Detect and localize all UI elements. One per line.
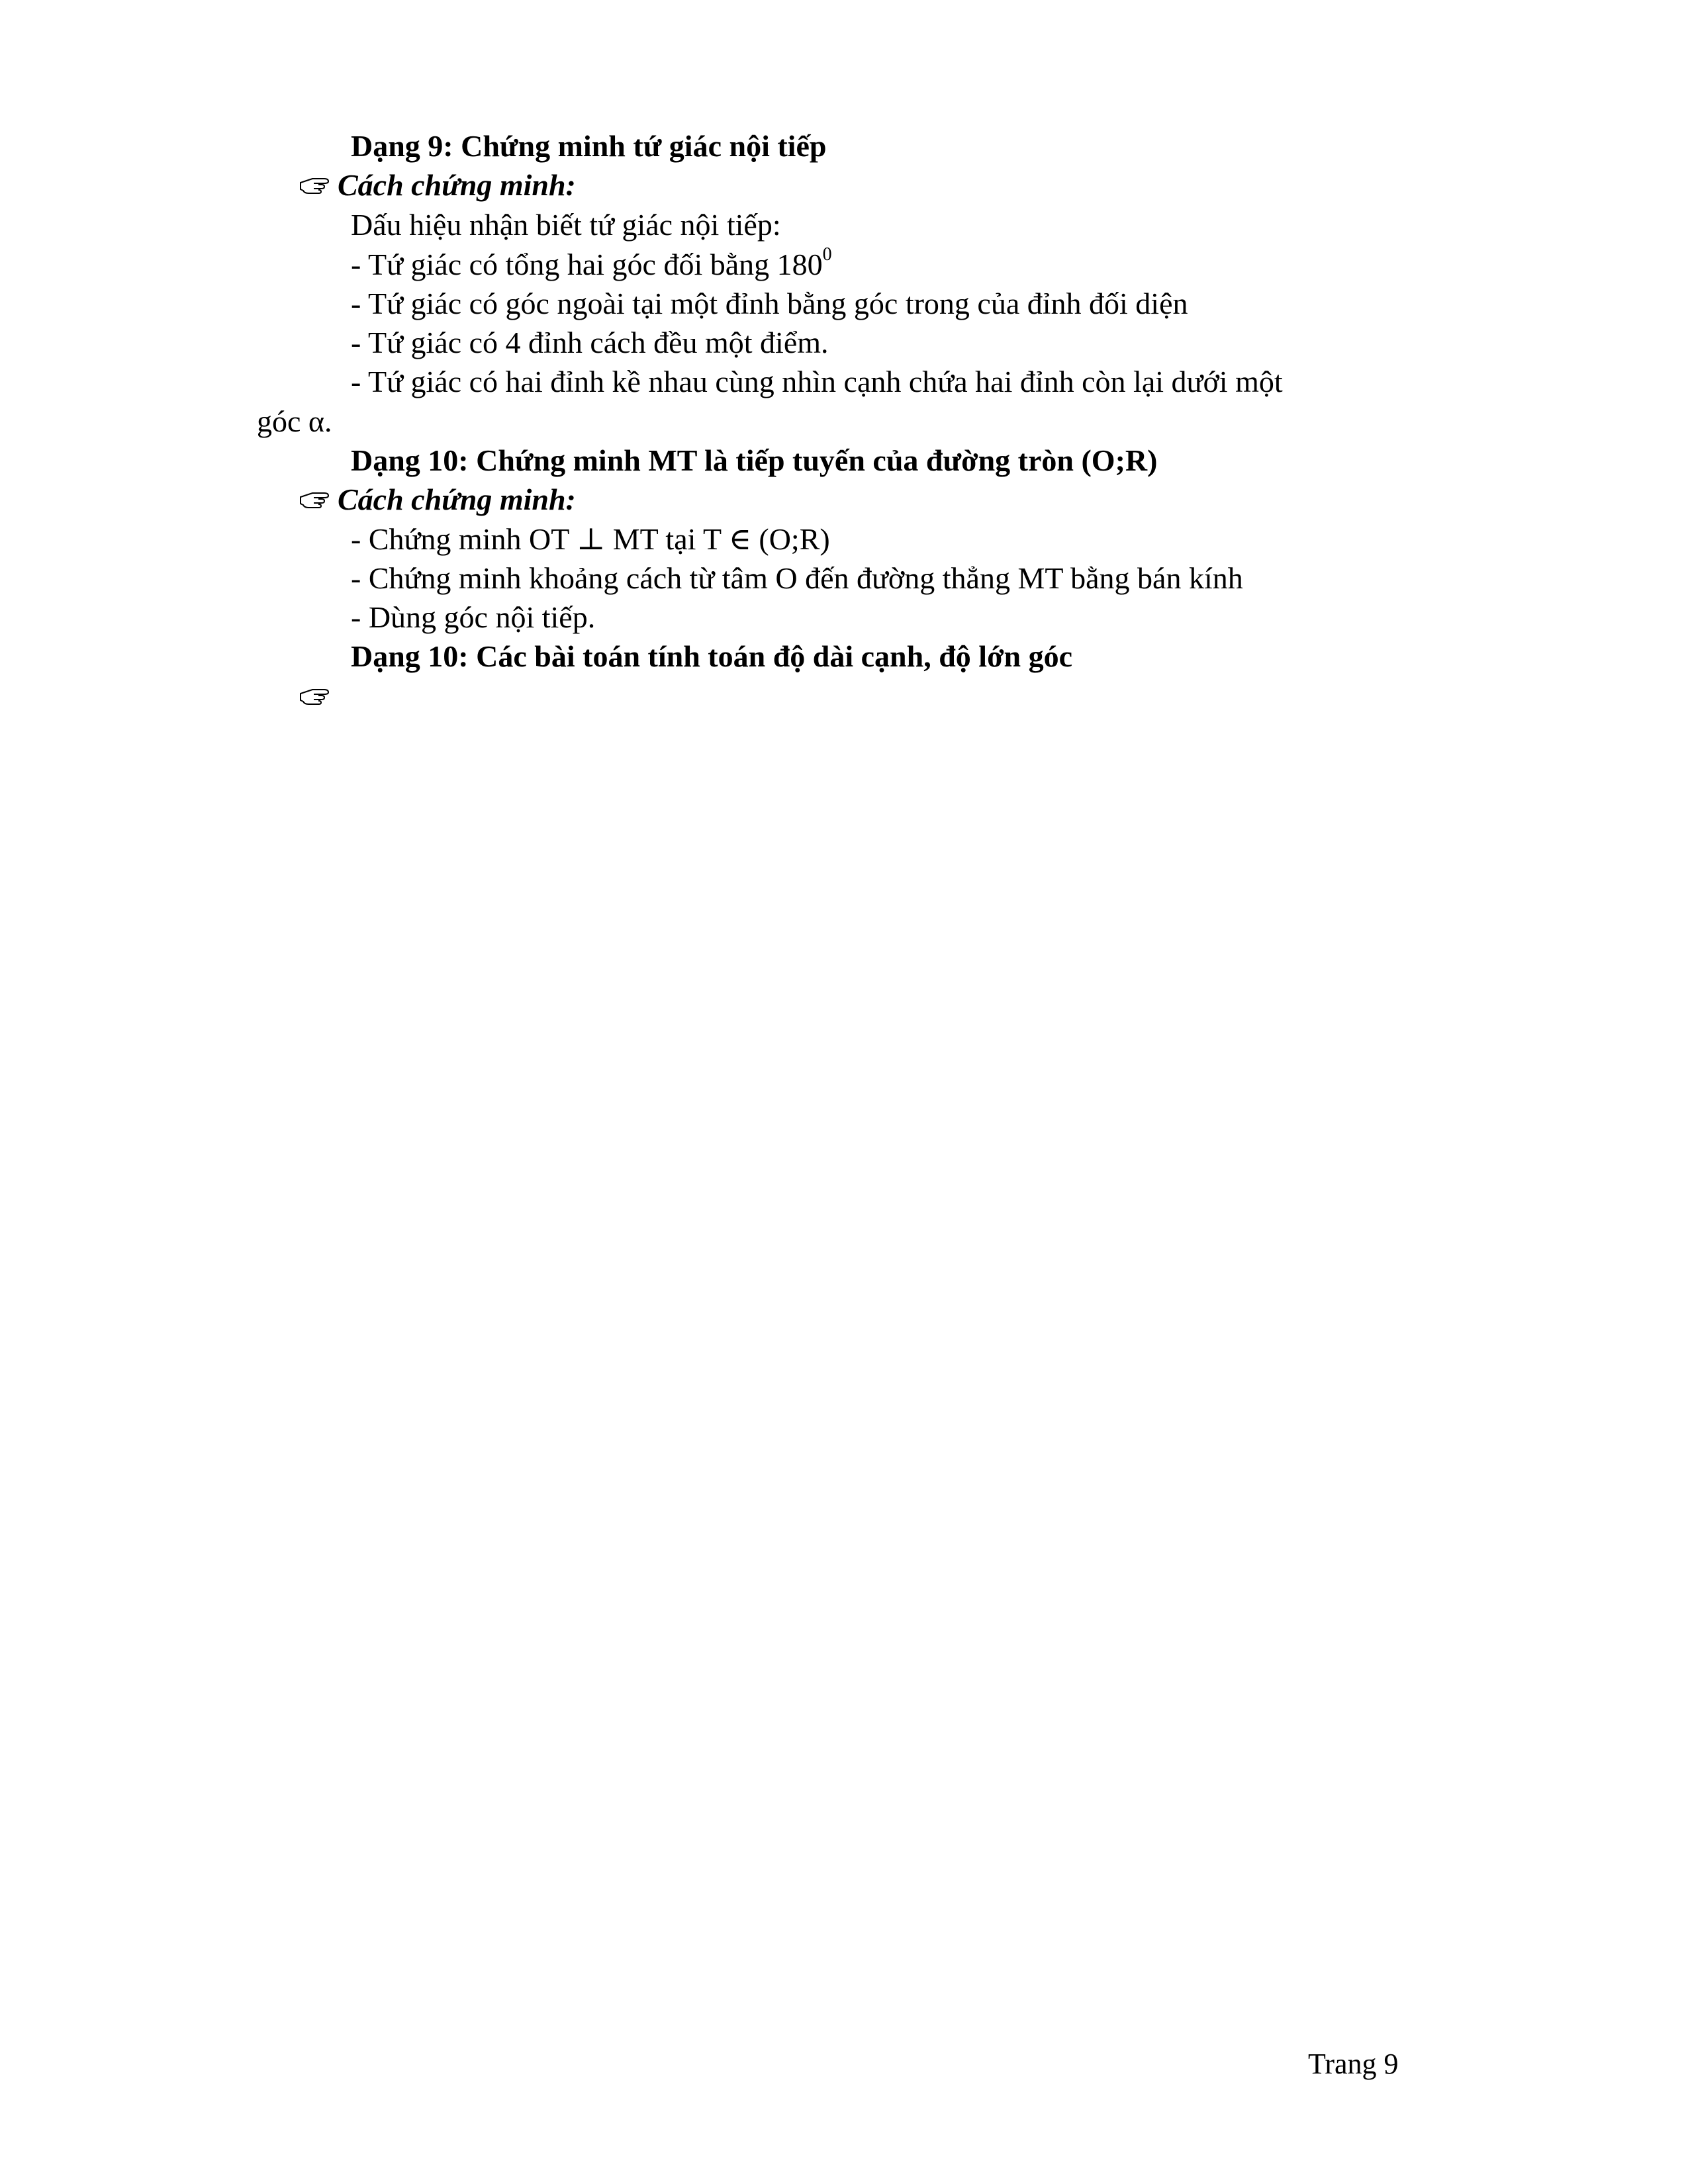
section-10-tangent-method-label: Cách chứng minh: [338,482,576,516]
section-10-tangent-heading: Dạng 10: Chứng minh MT là tiếp tuyến của đường tròn (O;R) [351,443,1158,477]
section-10-tangent-item-1: - Chứng minh OT ⊥ MT tại T ∈ (O;R) [351,522,830,556]
section-9-method-label-row [299,167,576,204]
section-10-calc-heading: Dạng 10: Các bài toán tính toán độ dài cạnh, độ lớn góc [351,639,1073,673]
section-10-calc-method-label-row [299,678,338,715]
section-10-tangent-item-2: - Chứng minh khoảng cách từ tâm O đến đường thẳng MT bằng bán kính [351,561,1243,595]
section-9-heading: Dạng 9: Chứng minh tứ giác nội tiếp [351,129,827,163]
section-9-item-2: - Tứ giác có góc ngoài tại một đỉnh bằng góc trong của đỉnh đối diện [351,287,1188,320]
section-10-tangent-item-3: - Dùng góc nội tiếp. [351,600,596,634]
section-9-item-1 [351,246,832,283]
page-number: Trang 9 [1308,2048,1399,2080]
degree-superscript: 0 [822,244,832,265]
section-9-continuation: góc α. [257,404,332,438]
section-9-item-1-text: - Tứ giác có tổng hai góc đối bằng 180 [351,248,823,281]
pointing-hand-icon [299,176,330,195]
section-10-tangent-method-label-row [299,481,576,518]
section-9-item-3: - Tứ giác có 4 đỉnh cách đều một điểm. [351,326,829,359]
section-9-intro: Dấu hiệu nhận biết tứ giác nội tiếp: [351,208,781,242]
pointing-hand-icon [299,687,330,705]
pointing-hand-icon [299,490,330,509]
section-9-item-4: - Tứ giác có hai đỉnh kề nhau cùng nhìn cạnh chứa hai đỉnh còn lại dưới một [351,365,1283,398]
section-9-method-label: Cách chứng minh: [338,168,576,202]
